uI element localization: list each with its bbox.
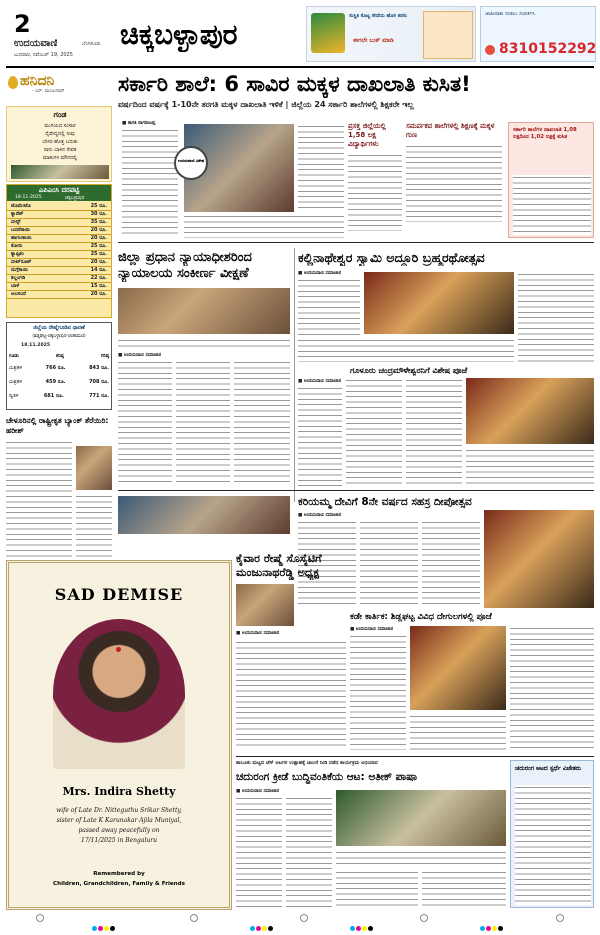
kariyamma-col-2 xyxy=(360,520,418,608)
ad-text-1: ಸುಸ್ಥಿತಿ ಕೊಟ್ಟ ಸೇವೆಯ ಹೊಸ ಕನಸು xyxy=(349,13,407,19)
chess-photo xyxy=(336,790,506,846)
chess-col-4 xyxy=(422,870,506,908)
kaivara-headline-1: ಕೈವಾರ ರೇಷ್ಮೆ ಸೊಸೈಟಿಗೆ xyxy=(236,552,322,565)
court-photo xyxy=(118,288,290,334)
small-story-body-2 xyxy=(76,494,112,560)
chess-headline: ಚದುರಂಗ ಕ್ರೀಡೆ ಬುದ್ಧಿವಂತಿಕೆಯ ಆಟ: ಅತೀಕ್ ಪಾಷಾ xyxy=(236,771,417,783)
silk-title: ಜಿಲ್ಲೆಯ ರೇಷ್ಮೆಗೂಡಿನ ಧಾರಣೆ xyxy=(33,325,85,331)
obituary-line-1: wife of Late Dr. Nitteguthu Srikar Shetty, xyxy=(56,807,182,814)
banner-subhead: ವರ್ಷದಿಂದ ವರ್ಷಕ್ಕೆ 1-10ನೇ ತರಗತಿ ಮಕ್ಕಳ ದಾಖಲಾತಿ ಇಳಿಕೆ | ಜಿಲ್ಲೆಯ 24 ಸರ್ಕಾರಿ ಶಾಲೆಗಳಲ್ಲಿ ಶಿಕ್ಷಕರೇ ಇಲ್ಲ xyxy=(118,100,414,109)
honey-poem-4: ನಾನು ಬಾಳಿನ ಸೇವಕ xyxy=(43,147,77,153)
banner-emblem xyxy=(174,146,208,180)
kariyamma-photo xyxy=(484,510,594,608)
chess-sidebar-body xyxy=(515,785,591,905)
honey-drop-icon xyxy=(8,76,18,89)
page-number: 2 xyxy=(14,10,31,38)
court-col-1 xyxy=(118,360,172,486)
ad-box xyxy=(423,11,473,59)
obituary-name: Mrs. Indira Shetty xyxy=(62,785,176,798)
registration-mark xyxy=(300,914,308,922)
banner-box-1-title: ಪ್ರಸಕ್ತ ಜಿಲ್ಲೆಯಲ್ಲಿ 1,58 ಲಕ್ಷ ವಿದ್ಯಾರ್ಥಿಗಳು xyxy=(348,122,386,148)
court-caption xyxy=(118,338,290,348)
print-marks xyxy=(0,912,600,928)
silk-header-row: ಗೂಡು ಕನಿಷ್ಠ ಗರಿಷ್ಠ xyxy=(9,354,109,359)
small-story-photo xyxy=(76,446,112,490)
karthika-col-2 xyxy=(510,626,594,750)
meeting-photo xyxy=(118,496,290,534)
karthika-headline: ಕಡೇ ಕಾರ್ತಿಕ: ಶಿಡ್ಲಘಟ್ಟ ವಿವಿಧ ದೇಗುಲಗಳಲ್ಲಿ ಪೂಜೆ xyxy=(350,612,492,622)
apmc-title: ಎಪಿಎಂಸಿ ದರಪಟ್ಟಿ xyxy=(38,186,80,194)
color-bar xyxy=(350,916,374,935)
kaivara-body xyxy=(236,640,346,750)
banner-box-1-body xyxy=(348,153,402,231)
kallinatha-col-2 xyxy=(518,272,594,362)
apmc-row: ಕ್ಯಾರೆಟ್ 30 ರೂ. xyxy=(7,211,111,219)
paper-name: ಉದಯವಾಣಿ xyxy=(14,38,58,49)
karthika-caption xyxy=(410,714,506,750)
chess-sidebar-title: ಚದುರಂಗ ಆಟದ ಸ್ಪರ್ಧೆ ವಿಜೇತರು xyxy=(515,765,581,772)
honey-column xyxy=(6,70,112,570)
color-bar xyxy=(92,916,116,935)
banner-box-2-title: ಸಮರ್ಪಕವ ಶಾಲೆಗಳಲ್ಲಿ ಶಿಕ್ಷಣಕ್ಕೆ ಮಕ್ಕಳ ಗುಣ xyxy=(406,122,495,139)
color-bar xyxy=(250,916,274,935)
banner-headline: ಸರ್ಕಾರಿ ಶಾಲೆ: 6 ಸಾವಿರ ಮಕ್ಕಳ ದಾಖಲಾತಿ ಕುಸಿತ! xyxy=(118,72,471,96)
banner-byline: ■ ಕಾಗತಿ ನಾಗರಾಜಪ್ಪ xyxy=(122,121,156,126)
apmc-row: ಬೀಟ್‌ರೂಟ್ 20 ರೂ. xyxy=(7,259,111,267)
apmc-row: ಅಲಸಂದೆ 20 ರೂ. xyxy=(7,291,111,299)
apmc-row: ನುಗ್ಗೆಕಾಯಿ 14 ರೂ. xyxy=(7,267,111,275)
silk-row: ದ್ವಿತಳಿ 681 ರೂ. 771 ರೂ. xyxy=(9,393,109,399)
chess-rule xyxy=(236,756,594,757)
bindi-icon xyxy=(116,647,121,652)
honey-poem-1: ಮುಗಿಯದ ಸಂಸಾರ xyxy=(44,123,76,129)
apmc-row: ಟೊಮೇಟೊ 25 ರೂ. xyxy=(7,203,111,211)
banner-box-1 xyxy=(348,122,402,238)
kallinatha-byline: ■ ಉದಯವಾಣಿ ಸಮಾಚಾರ xyxy=(298,271,342,276)
edition-city: ಬೆಂಗಳೂರು xyxy=(82,41,101,47)
banner-sidebar xyxy=(508,122,594,238)
court-col-2 xyxy=(176,360,230,486)
karthika-col-1 xyxy=(350,634,406,750)
apmc-header xyxy=(7,185,111,201)
obituary-title: SAD DEMISE xyxy=(54,585,184,604)
apmc-row: ಕಲ್ಲಂಗಡಿ 22 ರೂ. xyxy=(7,275,111,283)
silk-date: 18.11.2025 xyxy=(21,343,51,348)
gooluru-byline: ■ ಉದಯವಾಣಿ ಸಮಾಚಾರ xyxy=(298,379,342,384)
silk-subtitle: (ಶಿಡ್ಲಘಟ್ಟ-ಚಿಕ್ಕಬಳ್ಳಾಪುರ-ಚಿಂತಾಮಣಿ) xyxy=(32,334,86,339)
silk-row: ಮಿಶ್ರತಳಿ 766 ರೂ. 843 ರೂ. xyxy=(9,365,109,371)
ad-house-icon xyxy=(311,13,345,53)
gooluru-col-3 xyxy=(406,378,462,486)
kaivara-byline: ■ ಉದಯವಾಣಿ ಸಮಾಚಾರ xyxy=(236,631,280,636)
apmc-row: ಕ್ಯಾಪ್ಸಿಕಂ 25 ರೂ. xyxy=(7,251,111,259)
gooluru-col-1 xyxy=(298,386,342,486)
registration-mark xyxy=(36,914,44,922)
banner-box-2 xyxy=(406,122,502,238)
silk-table xyxy=(6,322,112,410)
karthika-byline: ■ ಉದಯವಾಣಿ ಸಮಾಚಾರ xyxy=(350,627,394,632)
kariyamma-headline: ಕರಿಯಮ್ಮ ದೇವಿಗೆ 8ನೇ ವರ್ಷದ ಸಹಸ್ರ ದೀಪೋತ್ಸವ xyxy=(298,496,472,508)
column-rule xyxy=(294,248,295,502)
court-headline-1: ಜಿಲ್ಲಾ ಪ್ರಧಾನ ನ್ಯಾಯಾಧೀಶರಿಂದ xyxy=(118,250,252,265)
obituary-family: Children, Grandchildren, Family & Friends xyxy=(53,881,185,887)
masthead-rule xyxy=(6,66,594,68)
banner-rule xyxy=(118,242,594,243)
banner-sidebar-body xyxy=(513,175,591,235)
chess-byline: ■ ಉದಯವಾಣಿ ಸಮಾಚಾರ xyxy=(236,789,280,794)
chess-col-1 xyxy=(236,796,282,908)
apmc-rows xyxy=(7,203,111,299)
silk-row: ಮಿಶ್ರತಳಿ 459 ರೂ. 708 ರೂ. xyxy=(9,379,109,385)
karthika-photo xyxy=(410,626,506,710)
small-story-body xyxy=(6,440,72,560)
small-story-headline: ಚೇಳೂರಿನಲ್ಲಿ ರಾಷ್ಟ್ರೀಕೃತ ಬ್ಯಾಂಕ್ ತೆರೆಯಿರಿ: ಹರೀಶ್ xyxy=(6,416,109,435)
obituary-line-2: sister of Late K Karunakar Ajila Muniyal, xyxy=(56,817,182,824)
obituary-ad xyxy=(6,560,232,910)
apmc-row: ಕೋಸು 25 ರೂ. xyxy=(7,243,111,251)
court-headline-2: ನ್ಯಾಯಾಲಯ ಸಂಕೀರ್ಣ ವೀಕ್ಷಣೆ xyxy=(118,266,249,281)
header-ad[interactable] xyxy=(306,6,476,62)
ad-contact[interactable] xyxy=(480,6,596,62)
registration-mark xyxy=(190,914,198,922)
chess-caption xyxy=(336,850,506,866)
honey-poem-3: ಬೇಸರ ಹೊತ್ತ ಬದುಕು xyxy=(42,139,78,145)
emblem-text: ಉದಯವಾಣಿ ವಿಶೇಷ xyxy=(177,159,205,163)
banner-sidebar-text: ಸರ್ಕಾರಿ ಶಾಲೆಗಳ ದಾಖಲಾತಿ 1,08 ಲಕ್ಷದಿಂದ 1,02 ಲಕ್ಷಕ್ಕೆ ಕುಸಿತ xyxy=(513,127,577,140)
masthead xyxy=(0,0,600,64)
vegetable-image xyxy=(11,165,109,179)
obituary-remembered: Remembered by xyxy=(93,871,145,877)
gooluru-col-2 xyxy=(346,378,402,486)
kallinatha-caption xyxy=(298,338,514,362)
section-title: ಚಿಕ್ಕಬಳ್ಳಾಪುರ xyxy=(120,18,238,51)
registration-mark xyxy=(556,914,564,922)
obituary-line-3: passed away peacefully on xyxy=(78,827,160,834)
honey-box xyxy=(6,106,112,182)
honey-logo xyxy=(6,72,112,94)
mid-rule xyxy=(118,490,594,491)
honey-poem-5: ಮಾತುಗಳ ಮೌನದಲ್ಲಿ xyxy=(42,155,78,161)
kallinatha-photo xyxy=(364,272,514,334)
apmc-date: 18-11-2025 xyxy=(15,195,42,200)
apmc-row: ಹಾಗಲಕಾಯಿ 20 ರೂ. xyxy=(7,235,111,243)
kaivara-headline-2: ಮಂಜುನಾಥರೆಡ್ಡಿ ಅಧ್ಯಕ್ಷ xyxy=(236,566,320,579)
gooluru-col-4 xyxy=(466,448,594,486)
kallinatha-col-1 xyxy=(298,278,360,336)
kallinatha-headline: ಕಲ್ಲಿನಾಥೇಶ್ವರ ಸ್ವಾಮಿ ಅದ್ದೂರಿ ಬ್ರಹ್ಮರಥೋತ್ಸವ xyxy=(298,250,485,265)
honey-author: - ಎನ್. ಮಂಜುನಾಥ್ xyxy=(32,89,65,94)
date-line: ಬುಧವಾರ, ನವೆಂಬರ್ 19, 2025 xyxy=(14,52,73,58)
phone-icon xyxy=(485,45,495,55)
court-col-3 xyxy=(234,360,290,486)
ad-contact-text: ಜಾಹೀರಾತು ನೀಡಲು ಸಂಪರ್ಕಿಸಿ xyxy=(485,11,535,17)
apmc-table xyxy=(6,184,112,318)
banner-box-2-body xyxy=(406,144,502,222)
gooluru-headline: ಗೂಳೂರು ಚಂದ್ರಮೌಳೇಶ್ವರನಿಗೆ ವಿಶೇಷ ಪೂಜೆ xyxy=(350,366,468,375)
banner-col-1 xyxy=(122,128,178,238)
chess-sidebar xyxy=(510,760,594,908)
apmc-row: ಬೀನ್ಸ್ 35 ರೂ. xyxy=(7,219,111,227)
registration-mark xyxy=(420,914,428,922)
chess-kicker: ತಾಲೂಕು ಮಟ್ಟದ ಚೆಸ್ ಆಟಗಳ ಉತ್ಸಾಹಕ್ಕೆ ಚಾಲನೆ ನೀಡಿ ನಡೆದ ಕಾರ್ಯಕ್ರಮ ಅಭಿಯಾನ xyxy=(236,760,378,766)
apmc-row: ಬದನೆಕಾಯಿ 20 ರೂ. xyxy=(7,227,111,235)
court-byline: ■ ಉದಯವಾಣಿ ಸಮಾಚಾರ xyxy=(118,353,162,358)
banner-photo-caption xyxy=(184,214,344,238)
obituary-line-4: 17/11/2025 in Bengaluru xyxy=(81,837,157,844)
honey-title: ಗಂಡ xyxy=(53,110,67,119)
kariyamma-col-3 xyxy=(422,520,480,608)
honey-poem-2: ನೈವೇದ್ಯದಲ್ಲಿ ನೀವು xyxy=(45,131,75,137)
ad-phone: 8310152292 xyxy=(499,41,597,57)
apmc-unit: ಚಿಕ್ಕಬಳ್ಳಾಪುರ xyxy=(65,196,85,201)
gooluru-photo xyxy=(466,378,594,444)
apmc-row: ಬಾಳೆ 15 ರೂ. xyxy=(7,283,111,291)
ad-text-2: ಈಗಲೇ ಬುಕ್ ಮಾಡಿ xyxy=(353,37,394,44)
kariyamma-byline: ■ ಉದಯವಾಣಿ ಸಮಾಚಾರ xyxy=(298,513,342,518)
banner-col-2 xyxy=(298,124,344,212)
kaivara-photo xyxy=(236,584,294,626)
chess-col-3 xyxy=(336,870,418,908)
chess-col-2 xyxy=(286,796,332,908)
honey-brand: ಹನಿದನಿ xyxy=(20,73,55,89)
color-bar xyxy=(480,916,504,935)
obituary-portrait xyxy=(53,619,185,769)
